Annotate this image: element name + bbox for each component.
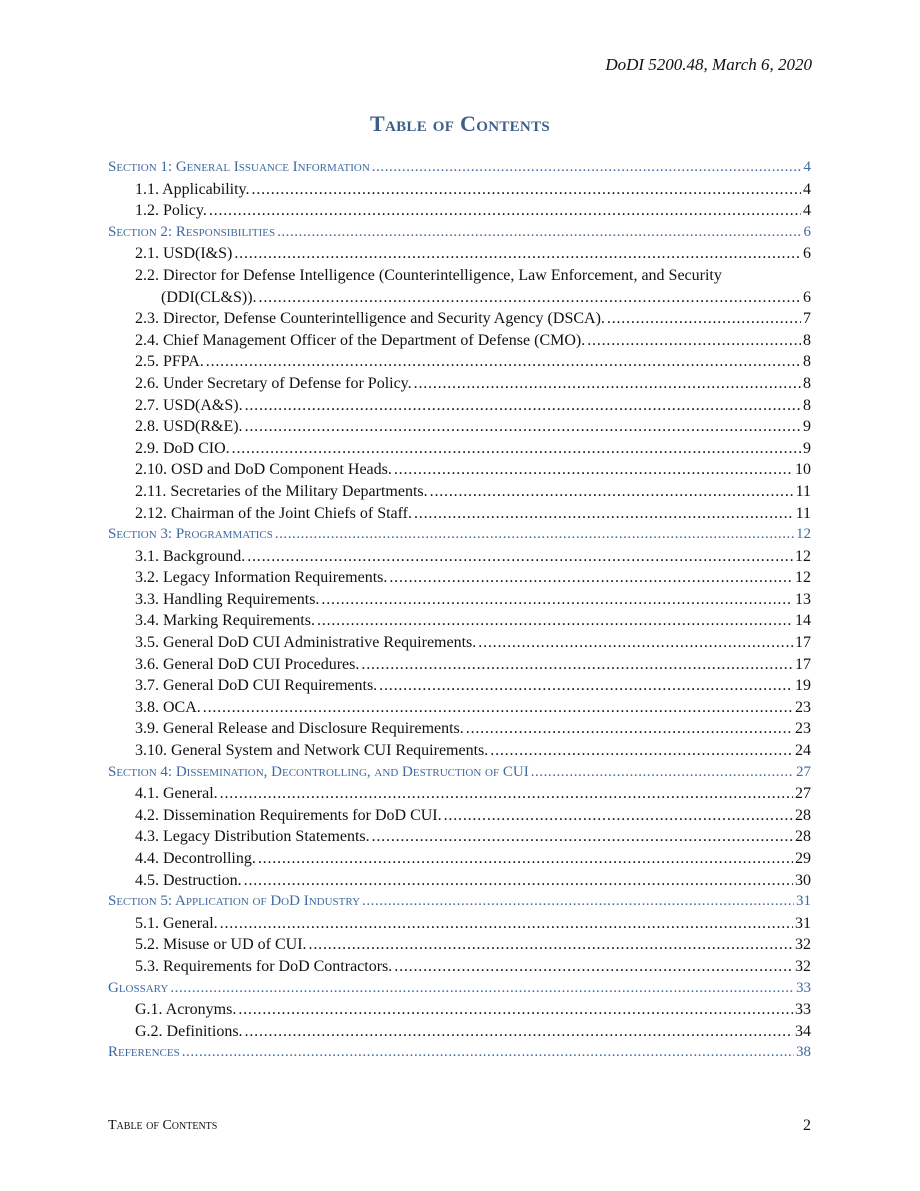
- toc-dot-leader: [170, 978, 794, 1000]
- toc-entry-link[interactable]: [108, 697, 811, 719]
- toc-page-number: 27: [795, 785, 811, 803]
- toc-page-number: 8: [803, 374, 811, 392]
- toc-page-number: 6: [803, 288, 811, 306]
- toc-entry-label: 3.5. General DoD CUI Administrative Requirements.: [135, 634, 477, 652]
- toc-section-link[interactable]: [108, 1042, 811, 1064]
- toc-dot-leader: [209, 200, 801, 222]
- footer-page-number: 2: [803, 1117, 811, 1134]
- toc-page-number: 7: [803, 310, 811, 328]
- toc-page-number: 33: [795, 1001, 811, 1019]
- toc-dot-leader: [238, 999, 793, 1021]
- toc-dot-leader: [394, 459, 793, 481]
- toc-page-number: 27: [796, 763, 811, 780]
- toc-dot-leader: [466, 718, 793, 740]
- toc-entry-label: 3.10. General System and Network CUI Requirements.: [135, 742, 489, 760]
- toc-entry-label: 2.4. Chief Management Officer of the Department of Defense (CMO).: [135, 331, 586, 349]
- toc-entry-label: 3.7. General DoD CUI Requirements.: [135, 677, 378, 695]
- toc-page-number: 28: [795, 806, 811, 824]
- toc-entry-link[interactable]: [108, 395, 811, 417]
- toc-entry-label: 3.2. Legacy Information Requirements.: [135, 569, 388, 587]
- toc-dot-leader: [252, 179, 801, 201]
- toc-page-number: 10: [795, 461, 811, 479]
- toc-dot-leader: [232, 438, 801, 460]
- toc-entry-label: 2.11. Secretaries of the Military Departments.: [135, 482, 428, 500]
- document-header: DoDI 5200.48, March 6, 2020: [605, 55, 812, 74]
- toc-section-link[interactable]: [108, 762, 811, 784]
- toc-entry-link[interactable]: [108, 956, 811, 978]
- toc-section-link[interactable]: [108, 978, 811, 1000]
- toc-dot-leader: [414, 373, 801, 395]
- toc-entry-label: 2.8. USD(R&E).: [135, 418, 243, 436]
- toc-dot-leader: [245, 416, 801, 438]
- toc-entry-label: 1.2. Policy.: [135, 202, 207, 220]
- toc-page-number: 33: [796, 979, 811, 996]
- toc-entry-link[interactable]: [108, 870, 811, 892]
- toc-page-number: 9: [803, 439, 811, 457]
- toc-entry-link[interactable]: [108, 179, 811, 201]
- toc-dot-leader: [444, 805, 793, 827]
- toc-dot-leader: [247, 546, 793, 568]
- toc-dot-leader: [389, 567, 793, 589]
- toc-entry-link[interactable]: [108, 546, 811, 568]
- page-title: Table of Contents: [369, 111, 551, 136]
- toc-dot-leader: [245, 1021, 793, 1043]
- toc-dot-leader: [587, 330, 801, 352]
- toc-dot-leader: [531, 762, 794, 784]
- toc-entry-link[interactable]: [108, 826, 811, 848]
- toc-entry-link[interactable]: [108, 567, 811, 589]
- toc-dot-leader: [372, 157, 802, 179]
- toc-entry-label: 3.9. General Release and Disclosure Requirements.: [135, 720, 464, 738]
- toc-entry-link[interactable]: [108, 718, 811, 740]
- toc-page-number: 23: [795, 720, 811, 738]
- toc-page-number: 13: [795, 590, 811, 608]
- toc-entry-label: 3.8. OCA.: [135, 698, 201, 716]
- toc-entry-label: 2.3. Director, Defense Counterintelligence and Security Agency (DSCA).: [135, 310, 605, 328]
- toc-entry-link[interactable]: [108, 243, 811, 265]
- toc-page-number: 12: [795, 547, 811, 565]
- toc-page-number: 4: [803, 159, 811, 175]
- toc-page-number: 8: [803, 331, 811, 349]
- toc-page-number: 11: [795, 482, 811, 500]
- toc-dot-leader: [259, 287, 801, 309]
- toc-dot-leader: [309, 934, 793, 956]
- toc-dot-leader: [321, 589, 793, 611]
- toc-entry-label: 5.1. General.: [135, 914, 218, 932]
- toc-entry-label: Section 4: Dissemination, Decontrolling, and Destruction of CUI: [108, 763, 529, 780]
- toc-page-number: 17: [795, 634, 811, 652]
- toc-entry-link[interactable]: [108, 1021, 811, 1043]
- toc-entry-link[interactable]: [108, 503, 811, 525]
- toc-page-number: 30: [795, 871, 811, 889]
- toc-entry-link[interactable]: [108, 610, 811, 632]
- toc-entry-link[interactable]: [108, 675, 811, 697]
- toc-entry-link[interactable]: [108, 351, 811, 373]
- toc-entry-link[interactable]: [108, 438, 811, 460]
- toc-dot-leader: [277, 222, 801, 244]
- toc-entry-link[interactable]: [108, 589, 811, 611]
- toc-entry-label: 2.2. Director for Defense Intelligence (Counterintelligence, Law Enforcement, and Security: [135, 266, 722, 284]
- toc-entry-label: 5.3. Requirements for DoD Contractors.: [135, 957, 393, 975]
- toc-page-number: 17: [795, 655, 811, 673]
- toc-entry-link[interactable]: [108, 848, 811, 870]
- toc-dot-leader: [203, 697, 793, 719]
- toc-dot-leader: [245, 395, 801, 417]
- toc-section-link[interactable]: [108, 891, 811, 913]
- toc-page-number: 8: [803, 396, 811, 414]
- toc-dot-leader: [244, 870, 793, 892]
- toc-page-number: 19: [795, 677, 811, 695]
- toc-entry-label: 2.6. Under Secretary of Defense for Policy.: [135, 374, 412, 392]
- toc-page-number: 24: [795, 742, 811, 760]
- toc-page-number: 12: [796, 526, 811, 543]
- toc-entry-link[interactable]: [108, 416, 811, 438]
- toc-entry-link[interactable]: [108, 805, 811, 827]
- toc-entry-link[interactable]: [108, 481, 811, 503]
- toc-page-number: 11: [795, 504, 811, 522]
- toc-page-number: 14: [795, 612, 811, 630]
- toc-entry-label: 4.2. Dissemination Requirements for DoD CUI.: [135, 806, 442, 824]
- toc-dot-leader: [394, 956, 793, 978]
- toc-entry-label: References: [108, 1044, 180, 1061]
- toc-entry-label: (DDI(CL&S)).: [161, 288, 257, 306]
- toc-entry-label: 2.5. PFPA.: [135, 353, 204, 371]
- toc-entry-label: 5.2. Misuse or UD of CUI.: [135, 936, 307, 954]
- toc-entry-label: 3.6. General DoD CUI Procedures.: [135, 655, 360, 673]
- toc-entry-label: Section 3: Programmatics: [108, 526, 273, 543]
- toc-entry-label: 2.10. OSD and DoD Component Heads.: [135, 461, 392, 479]
- toc-entry-link[interactable]: [108, 287, 811, 309]
- toc-page-number: 29: [795, 850, 811, 867]
- toc-dot-leader: [379, 675, 793, 697]
- toc-dot-leader: [258, 848, 793, 870]
- toc-entry-label: 2.1. USD(I&S): [135, 245, 233, 263]
- toc-page-number: 31: [796, 893, 811, 910]
- toc-page-number: 34: [795, 1022, 811, 1040]
- toc-entry-label: 4.5. Destruction.: [135, 871, 242, 889]
- toc-entry-label: 2.7. USD(A&S).: [135, 396, 243, 414]
- toc-page-number: 23: [795, 698, 811, 716]
- toc-dot-leader: [490, 740, 793, 762]
- toc-dot-leader: [478, 632, 793, 654]
- toc-entry-label: 3.1. Background.: [135, 547, 246, 565]
- toc-entry-label: Section 5: Application of DoD Industry: [108, 893, 361, 910]
- toc-entry-label: 4.4. Decontrolling.: [135, 850, 256, 867]
- toc-entry-link[interactable]: [108, 740, 811, 762]
- toc-page-number: 32: [795, 936, 811, 954]
- toc-page-number: 38: [796, 1044, 811, 1061]
- toc-entry-link[interactable]: [108, 632, 811, 654]
- toc-page-number: 9: [803, 418, 811, 436]
- toc-entry-label: 4.1. General.: [135, 785, 218, 803]
- toc-dot-leader: [414, 503, 794, 525]
- toc-entry-label: 2.12. Chairman of the Joint Chiefs of Staff.: [135, 504, 412, 522]
- toc-dot-leader: [430, 481, 794, 503]
- toc-entry-link[interactable]: [108, 654, 811, 676]
- toc-entry-link[interactable]: [108, 999, 811, 1021]
- toc-page-number: 28: [795, 828, 811, 846]
- toc-page-number: 4: [803, 180, 811, 198]
- toc-entry-label: 3.4. Marking Requirements.: [135, 612, 315, 630]
- toc-entry-link[interactable]: [108, 330, 811, 352]
- toc-dot-leader: [361, 654, 793, 676]
- toc-entry-label: Section 1: General Issuance Information: [108, 159, 370, 175]
- toc-dot-leader: [372, 826, 793, 848]
- toc-page-number: 31: [795, 914, 811, 932]
- toc-dot-leader: [182, 1042, 794, 1064]
- toc-entry-label: G.1. Acronyms.: [135, 1001, 237, 1019]
- toc-entry-link[interactable]: [108, 913, 811, 935]
- toc-entry-link[interactable]: [108, 459, 811, 481]
- toc-dot-leader: [362, 891, 794, 913]
- toc-entry-link[interactable]: [108, 783, 811, 805]
- toc-dot-leader: [607, 308, 801, 330]
- footer-section-label: Table of Contents: [108, 1118, 218, 1133]
- table-of-contents: [108, 157, 811, 1064]
- toc-dot-leader: [220, 783, 793, 805]
- toc-page-number: 12: [795, 569, 811, 587]
- toc-entry-label: 4.3. Legacy Distribution Statements.: [135, 828, 370, 846]
- toc-entry-label: 3.3. Handling Requirements.: [135, 590, 320, 608]
- toc-section-link[interactable]: [108, 222, 811, 244]
- toc-page-number: 6: [803, 245, 811, 263]
- toc-dot-leader: [275, 524, 794, 546]
- toc-entry-label: G.2. Definitions.: [135, 1022, 243, 1040]
- toc-entry-label: Section 2: Responsibilities: [108, 223, 276, 240]
- toc-entry-link[interactable]: [108, 373, 811, 395]
- toc-entry-label: Glossary: [108, 979, 169, 996]
- toc-entry-link[interactable]: [108, 200, 811, 222]
- toc-dot-leader: [317, 610, 793, 632]
- toc-section-link[interactable]: [108, 157, 811, 179]
- toc-page-number: 8: [803, 353, 811, 371]
- toc-dot-leader: [234, 243, 801, 265]
- toc-entry-link[interactable]: [108, 265, 811, 287]
- toc-dot-leader: [206, 351, 801, 373]
- toc-page-number: 6: [803, 223, 811, 240]
- toc-dot-leader: [220, 913, 793, 935]
- toc-section-link[interactable]: [108, 524, 811, 546]
- toc-entry-link[interactable]: [108, 308, 811, 330]
- toc-entry-label: 2.9. DoD CIO.: [135, 439, 230, 457]
- toc-page-number: 4: [803, 202, 811, 220]
- toc-entry-link[interactable]: [108, 934, 811, 956]
- toc-page-number: 32: [795, 957, 811, 975]
- toc-entry-label: 1.1. Applicability.: [135, 180, 250, 198]
